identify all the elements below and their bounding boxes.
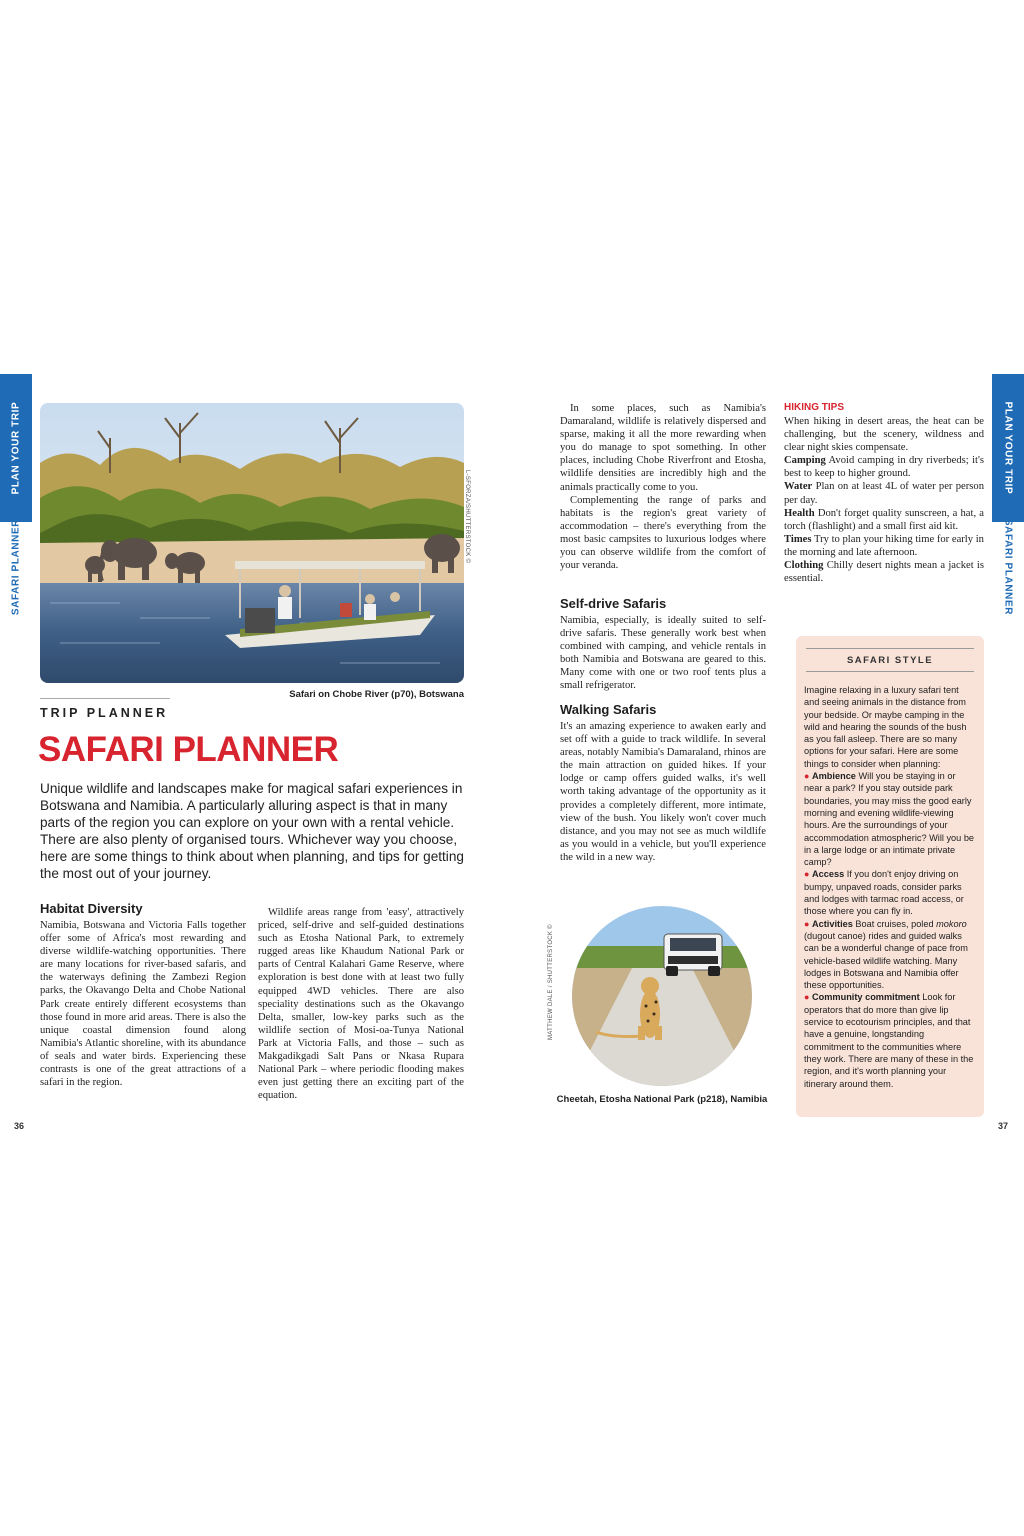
safari-style-title: SAFARI STYLE	[806, 648, 974, 672]
hiking-desc: Avoid camping in dry riverbeds; it's best to keep to higher ground.	[784, 455, 984, 480]
safari-style-intro: Imagine relaxing in a luxury safari tent and seeing animals in the distance from your bedside. Or maybe camping in the wild and hearing the sounds of the bush as you fall asleep. There are so many options for your safari. Here are some things to consider when planning:	[804, 685, 967, 769]
right-text-column	[560, 402, 766, 572]
safari-boat-illustration	[40, 403, 464, 683]
hiking-intro: When hiking in desert areas, the heat can be challenging, but the scenery, wildness and clear night skies compensate.	[784, 416, 984, 454]
habitat-heading: Habitat Diversity	[40, 901, 143, 916]
cheetah-illustration	[572, 906, 752, 1086]
page-number-left: 36	[14, 1121, 25, 1131]
habitat-col1-text: Namibia, Botswana and Victoria Falls together offer some of Africa's most rewarding and diverse wildlife-watching opportunities. There are many locations for river-based safaris, and the waterways defining the Zambezi Region parks, the Okavango Delta and Chobe National Park create entirely different ecosystems than those found in more arid areas. There is also the unique coastal dimension found along Namibia's Atlantic shoreline, with its abundance of seals and water birds. Experiencing these contrasts is one of the great attractions of a safari in the region.	[40, 920, 246, 1089]
safari-style-text	[804, 684, 976, 1090]
safari-style-item	[804, 991, 976, 1089]
selfdrive-block	[560, 614, 766, 693]
selfdrive-heading: Self-drive Safaris	[560, 596, 667, 611]
style-desc: (dugout canoe) rides and guided walks can be a wonderful change of pace from vehicle-based wildlife watching. Many lodges in Botswana and Namibia offer these opportunities.	[804, 930, 968, 991]
habitat-column-2	[258, 906, 464, 1102]
hiking-desc: Don't forget quality sunscreen, a hat, a torch (flashlight) and a small first aid kit.	[784, 507, 984, 532]
right-tab-label: PLAN YOUR TRIP	[1002, 401, 1014, 495]
right-side-label-wrap	[992, 518, 1024, 616]
hiking-desc: Plan on at least 4L of water per person per day.	[784, 481, 984, 506]
hiking-desc: Chilly desert nights mean a jacket is essential.	[784, 560, 984, 585]
right-section-tab	[992, 374, 1024, 522]
habitat-col2-text: Wildlife areas range from 'easy', attractively priced, self-drive and self-guided destinations such as Etosha National Park, to extremely rugged areas like Khaudum National Park or parts of Central Kalahari Game Reserve, where exploration is best done with at least two fully equipped 4WD vehicles. There are also speciality destinations such as the Okavango Delta, smaller, low-key parks such as the wildlife section of Mosi-oa-Tunya National Park at Victoria Falls, and those – such as Makgadikgadi Salt Pans or Nkasa Rupara National Park – where periodic flooding makes even just getting there an exciting part of the equation.	[258, 907, 464, 1102]
left-section-tab	[0, 374, 32, 522]
intro-paragraph: Unique wildlife and landscapes make for magical safari experiences in Botswana and Namibia. A particularly alluring aspect is that in many parts of the region you can explore on your own with a rental vehicle. There are also plenty of organised tours. Whichever way you choose, here are some things to think about when planning, and tips for getting the most out of your journey.	[40, 781, 464, 881]
style-term: Ambience	[812, 771, 856, 782]
hiking-item	[784, 480, 984, 506]
habitat-column-1	[40, 919, 246, 1089]
photo1-credit: L-SFORZA/SHUTTERSTOCK ©	[464, 470, 470, 564]
page-title: SAFARI PLANNER	[38, 730, 339, 769]
hiking-item	[784, 559, 984, 585]
hiking-term: Clothing	[784, 560, 824, 572]
hiking-item	[784, 454, 984, 480]
left-side-label-wrap	[0, 518, 32, 616]
left-side-label: SAFARI PLANNER	[10, 518, 22, 616]
safari-boat-photo	[40, 403, 464, 683]
style-desc: Boat cruises, poled	[855, 918, 934, 929]
style-term: Community commitment	[812, 992, 920, 1003]
photo2-credit: MATTHEW DALE / SHUTTERSTOCK ©	[548, 924, 554, 1040]
hiking-heading: HIKING TIPS	[784, 402, 845, 413]
right-side-label: SAFARI PLANNER	[1002, 518, 1014, 616]
hiking-desc: Try to plan your hiking time for early in the morning and late afternoon.	[784, 533, 984, 558]
bullet-icon: ●	[804, 992, 810, 1003]
bullet-icon: ●	[804, 771, 810, 782]
safari-style-box	[796, 636, 984, 1117]
kicker: TRIP PLANNER	[40, 706, 169, 720]
safari-style-item	[804, 918, 976, 992]
places-paragraph: In some places, such as Namibia's Damaraland, wildlife is relatively dispersed and sparse, making it all the more rewarding when you do manage to spot something. In other places, including Chobe Riverfront and Etosha, wildlife densities are incredibly high and the animals practically come to you.	[560, 403, 766, 493]
cheetah-photo	[572, 906, 752, 1086]
safari-style-item	[804, 770, 976, 868]
hiking-term: Water	[784, 481, 813, 493]
hiking-item	[784, 507, 984, 533]
hiking-term: Health	[784, 507, 815, 519]
hiking-tips-block	[784, 402, 984, 585]
walking-block	[560, 720, 766, 864]
accommodation-paragraph: Complementing the range of parks and habitats is the region's great variety of accommodation – there's everything from the most basic campsites to luxurious lodges where you can observe wildlife from the comfort of your veranda.	[560, 494, 766, 572]
page-number-right: 37	[998, 1121, 1009, 1131]
hiking-tips-text	[784, 415, 984, 585]
photo2-caption: Cheetah, Etosha National Park (p218), Namibia	[556, 1094, 768, 1105]
safari-style-item	[804, 868, 976, 917]
walking-heading: Walking Safaris	[560, 702, 657, 717]
selfdrive-text: Namibia, especially, is ideally suited to self-drive safaris. These generally work best when combined with camping, and vehicle rentals in both Namibia and Botswana are geared to this. Many come with one or two roof tents plus a small refrigerator.	[560, 615, 766, 692]
style-desc: Will you be staying in or near a park? If you stay outside park boundaries, you may miss the good early morning and evening wildlife-viewing hours. Are the surroundings of your accommodation atmospheric? Will you be in a large lodge or an intimate private camp?	[804, 771, 975, 868]
hiking-term: Camping	[784, 455, 826, 467]
left-tab-label: PLAN YOUR TRIP	[10, 401, 22, 495]
hiking-term: Times	[784, 533, 812, 545]
style-term: Access	[812, 869, 845, 880]
kicker-rule	[40, 698, 170, 699]
style-desc: If you don't enjoy driving on bumpy, unpaved roads, consider parks and lodges with tarmac road access, or those where you can fly in.	[804, 869, 964, 917]
bullet-icon: ●	[804, 869, 810, 880]
hiking-item	[784, 533, 984, 559]
walking-text: It's an amazing experience to awaken early and set off with a guide to track wildlife. In several areas, notably Namibia's Damaraland, rhinos are the main attraction on guided hikes. If your lodge or camp offers guided walks, it's well worth taking advantage of the opportunity as it provides a completely different, more intimate, view of the bush. You likely won't cover much distance, and you may not see as much wildlife as you would in a vehicle, but you'll experience the wild in a new way.	[560, 721, 766, 863]
style-desc: Look for operators that do more than give lip service to ecotourism principles, and that have a genuine, longstanding commitment to the communities where they work. There are many of these in the region, and it's worth planning your itinerary around them.	[804, 992, 974, 1089]
photo1-caption: Safari on Chobe River (p70), Botswana	[289, 689, 464, 700]
style-em: mokoro	[936, 918, 967, 929]
bullet-icon: ●	[804, 918, 810, 929]
style-term: Activities	[812, 918, 853, 929]
